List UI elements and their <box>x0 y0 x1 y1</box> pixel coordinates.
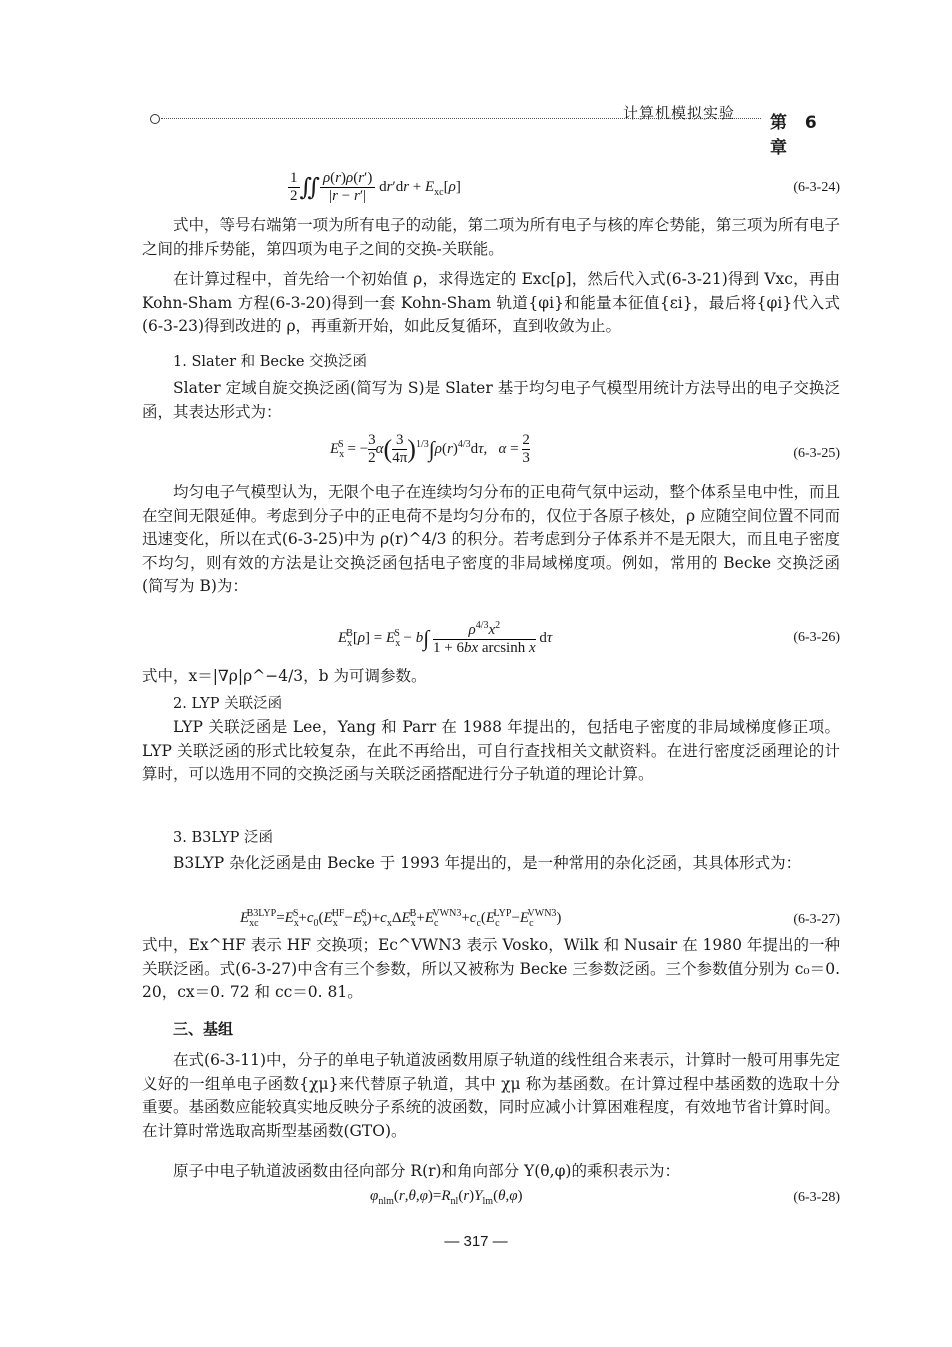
paragraph: 在计算过程中，首先给一个初始值 ρ，求得选定的 Exc[ρ]，然后代入式(6-3-21)得到 Vxc，再由 Kohn-Sham 方程(6-3-20)得到一套 Kohn-Sham 轨道{φi}和能量本征值{εi}，最后将{φi}代入式(6-3-23)得到改进的 ρ，再重新开始，如此反复循环，直到收敛为止。 <box>142 270 840 335</box>
equation-6-3-28: $\varphi_{nlm}(r,\theta,\varphi)=R_{nl}(r)Y_{lm}(\theta,\varphi)$ <box>370 1188 523 1207</box>
header-title: 计算机模拟实验 <box>623 104 736 122</box>
header-chapter: 第 6 章 <box>770 113 823 158</box>
equation-number: (6-3-24) <box>793 180 840 195</box>
section-heading: 2. LYP 关联泛函 <box>173 696 283 712</box>
paragraph: 式中，Ex^HF 表示 HF 交换项；Ec^VWN3 表示 Vosko，Wilk 和 Nusair 在 1980 年提出的一种关联泛函。式(6-3-27)中含有三个参数，所以又被称为 Becke 三参数泛函。三个参数值分别为 c₀＝0. 20，cx＝0. 72 和 cc＝0. 81。 <box>142 936 840 1001</box>
equation-6-3-24: $\frac{1}{2}$ ∬ $\frac{\rho(r)\rho(r')}{|r - r'|}$ $dr'dr + E_{xc}[\rho]$ <box>290 170 461 204</box>
section-heading: 3. B3LYP 泛函 <box>173 830 273 846</box>
page-number: — 317 — <box>444 1233 508 1250</box>
paragraph: LYP 关联泛函是 Lee，Yang 和 Parr 在 1988 年提出的，包括电子密度的非局域梯度修正项。LYP 关联泛函的形式比较复杂，在此不再给出，可自行查找相关文献资料。在进行密度泛函理论的计算时，可以选用不同的交换泛函与关联泛函搭配进行分子轨道的理论计算。 <box>142 718 840 783</box>
paragraph: 式中，x＝|∇ρ|ρ^−4/3，b 为可调参数。 <box>142 667 427 685</box>
page-header <box>150 98 840 158</box>
paragraph: 在式(6-3-11)中，分子的单电子轨道波函数用原子轨道的线性组合来表示，计算时一般可用事先定义好的一组单电子函数{χμ}来代替原子轨道，其中 χμ 称为基函数。在计算过程中基函数的选取十分重要。基函数应能较真实地反映分子系统的波函数，同时应减小计算困难程度，有效地节省计算时间。在计算时常选取高斯型基函数(GTO)。 <box>142 1051 840 1140</box>
paragraph: 均匀电子气模型认为，无限个电子在连续均匀分布的正电荷气氛中运动，整个体系呈电中性，而且在空间无限延伸。考虑到分子中的正电荷不是均匀分布的，仅位于各原子核处，ρ 应随空间位置不同而迅速变化，所以在式(6-3-25)中为 ρ(r)^4/3 的积分。若考虑到分子体系并不是无限大，而且电子密度不均匀，则有效的方法是让交换泛函包括电子密度的非局域梯度项。例如，常用的 Becke 交换泛函(简写为 B)为： <box>142 483 840 595</box>
equation-number: (6-3-27) <box>793 912 840 927</box>
equation-6-3-25: $E_x^S$ = − $\frac{3}{2}$ α( $\frac{3}{4\pi}$ )$^{1/3}\int\rho(r)^{4/3}d\tau$, α = $\frac{2}{3}$ <box>330 432 530 466</box>
equation-6-3-27: $E_{xc}^{B3LYP}=E_x^S+c_0(E_x^{HF}-E_x^S)+c_x\Delta E_x^B+E_c^{VWN3}+c_c(E_c^{LYP}-E_c^{VWN3})$ <box>240 908 562 929</box>
paragraph: Slater 定域自旋交换泛函(简写为 S)是 Slater 基于均匀电子气模型用统计方法导出的电子交换泛函，其表达形式为： <box>142 379 840 421</box>
section-heading: 1. Slater 和 Becke 交换泛函 <box>173 354 368 370</box>
paragraph: 式中，等号右端第一项为所有电子的动能，第二项为所有电子与核的库仑势能，第三项为所有电子之间的排斥势能，第四项为电子之间的交换-关联能。 <box>142 216 840 258</box>
header-circle-icon <box>150 114 160 124</box>
equation-6-3-26: $E_x^B[\rho] = E_x^S - b\int$ $\frac{\rho^{4/3}x^2}{\text{1 + 6bx arcsinh x}}$ dτ <box>338 620 553 656</box>
equation-number: (6-3-26) <box>793 630 840 645</box>
paragraph: B3LYP 杂化泛函是由 Becke 于 1993 年提出的，是一种常用的杂化泛函，其具体形式为： <box>173 854 802 872</box>
equation-number: (6-3-28) <box>793 1190 840 1205</box>
section-heading: 三、基组 <box>173 1020 234 1038</box>
equation-number: (6-3-25) <box>793 446 840 461</box>
paragraph: 原子中电子轨道波函数由径向部分 R(r)和角向部分 Y(θ,φ)的乘积表示为： <box>173 1162 680 1180</box>
